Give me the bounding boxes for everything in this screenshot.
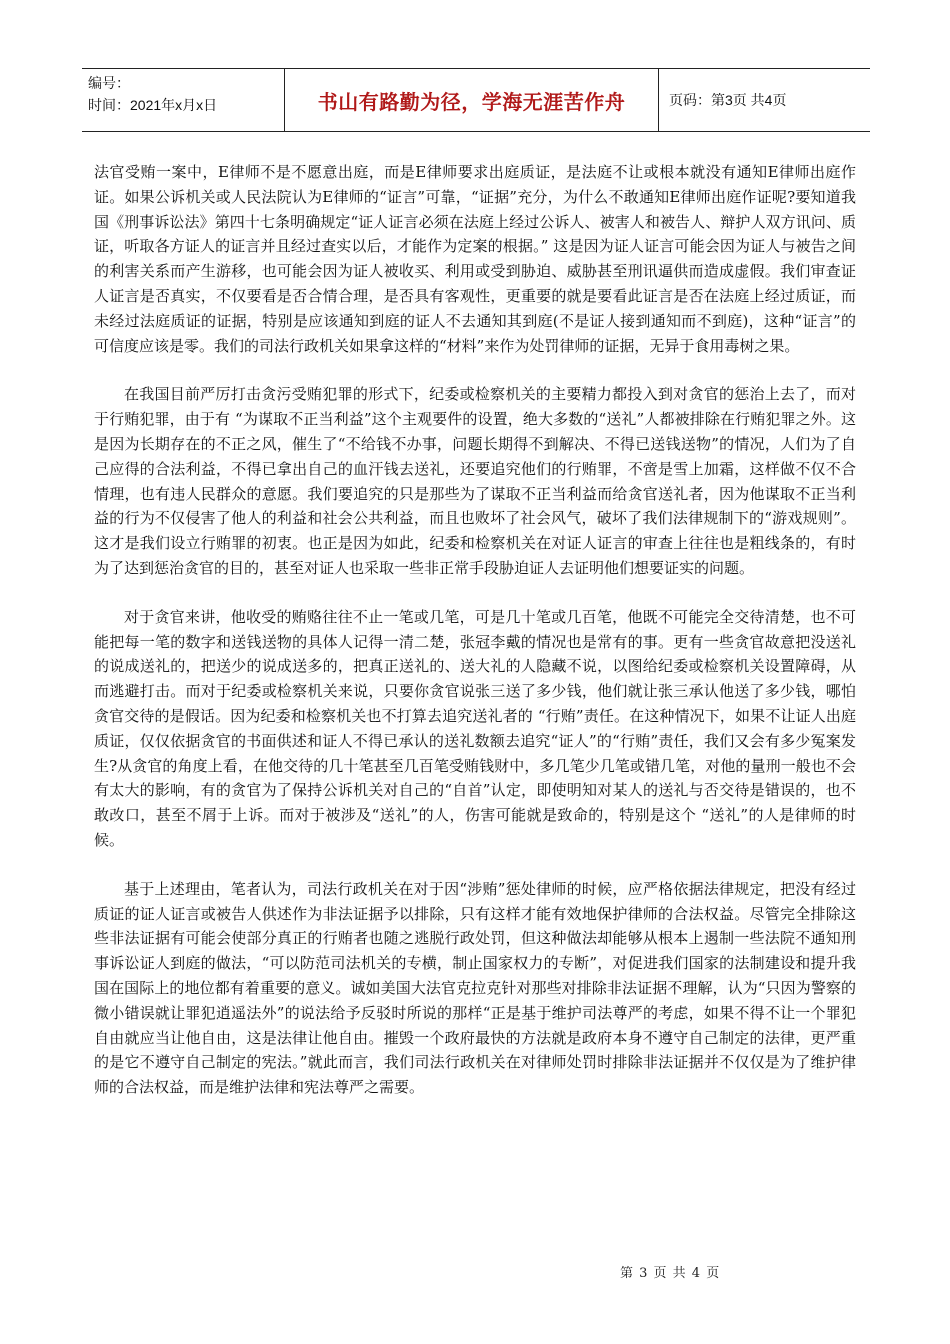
header-motto: 书山有路勤为径，学海无涯苦作舟 [285, 69, 659, 131]
header-page-code: 页码：第3页 共4页 [669, 92, 787, 108]
document-time-label: 时间：2021年x月x日 [88, 97, 218, 113]
body-paragraph: 对于贪官来讲，他收受的贿赂往往不止一笔或几笔，可是几十笔或几百笔，他既不可能完全交待清楚，也不可能把每一笔的数字和送钱送物的具体人记得一清二楚，张冠李戴的情况也是常有的事。更有一些贪官故意把没送礼的说成送礼的，把送少的说成送多的，把真正送礼的、送大礼的人隐藏不说，以图给纪委或检察机关设置障碍，从而逃避打击。而对于纪委或检察机关来说，只要你贪官说张三送了多少钱，他们就让张三承认他送了多少钱，哪怕贪官交待的是假话。因为纪委和检察机关也不打算去追究送礼者的 “行贿”责任。在这种情况下，如果不让证人出庭质证，仅仅依据贪官的书面供述和证人不得已承认的送礼数额去追究“证人”的“行贿”责任，我们又会有多少冤案发生?从贪官的角度上看，在他交待的几十笔甚至几百笔受贿钱财中，多几笔少几笔或错几笔，对他的量刑一般也不会有太大的影响，有的贪官为了保持公诉机关对自己的“自首”认定，即使明知对某人的送礼与否交待是错误的，也不敢改口，甚至不屑于上诉。而对于被涉及“送礼”的人，伤害可能就是致命的，特别是这个 “送礼”的人是律师的时候。 [94, 607, 856, 849]
body-paragraph: 法官受贿一案中，E律师不是不愿意出庭，而是E律师要求出庭质证，是法庭不让或根本就没有通知E律师出庭作证。如果公诉机关或人民法院认为E律师的“证言”可靠，“证据”充分，为什么不敢通知E律师出庭作证呢?要知道我国《刑事诉讼法》第四十七条明确规定“证人证言必须在法庭上经过公诉人、被害人和被告人、辩护人双方讯问、质证，听取各方证人的证言并且经过查实以后，才能作为定案的根据。” 这是因为证人证言可能会因为证人与被告之间的利害关系而产生游移，也可能会因为证人被收买、利用或受到胁迫、威胁甚至刑讯逼供而造成虚假。我们审查证人证言是否真实，不仅要看是否合情合理，是否具有客观性，更重要的就是要看此证言是否在法庭上经过质证，而未经过法庭质证的证据，特别是应该通知到庭的证人不去通知其到庭(不是证人接到通知而不到庭)，这种“证言”的可信度应该是零。我们的司法行政机关如果拿这样的“材料”来作为处罚律师的证据，无异于食用毒树之果。 [94, 163, 856, 355]
page-footer: 第 3 页 共 4 页 [620, 1266, 721, 1281]
document-body [94, 160, 856, 1124]
document-number-label: 编号： [88, 75, 130, 91]
page-header [82, 68, 870, 132]
body-paragraph: 基于上述理由，笔者认为，司法行政机关在对于因“涉贿”惩处律师的时候，应严格依据法律规定，把没有经过质证的证人证言或被告人供述作为非法证据予以排除，只有这样才能有效地保护律师的合法权益。尽管完全排除这些非法证据有可能会使部分真正的行贿者也随之逃脱行政处罚，但这种做法却能够从根本上遏制一些法院不通知刑事诉讼证人到庭的做法，“可以防范司法机关的专横，制止国家权力的专断”，对促进我们国家的法制建设和提升我国在国际上的地位都有着重要的意义。诚如美国大法官克拉克针对那些对排除非法证据不理解，认为“只因为警察的微小错误就让罪犯逍遥法外”的说法给予反驳时所说的那样“正是基于维护司法尊严的考虑，如果不得不让一个罪犯自由就应当让他自由，这是法律让他自由。摧毁一个政府最快的方法就是政府本身不遵守自己制定的法律，更严重的是它不遵守自己制定的宪法。”就此而言，我们司法行政机关在对律师处罚时排除非法证据并不仅仅是为了维护律师的合法权益，而是维护法律和宪法尊严之需要。 [94, 879, 856, 1097]
body-paragraph: 在我国目前严厉打击贪污受贿犯罪的形式下，纪委或检察机关的主要精力都投入到对贪官的惩治上去了，而对于行贿犯罪，由于有 “为谋取不正当利益”这个主观要件的设置，绝大多数的“送礼”人都被排除在行贿犯罪之外。这是因为长期存在的不正之风，催生了“不给钱不办事，问题长期得不到解决、不得已送钱送物”的情况，人们为了自己应得的合法利益，不得已拿出自己的血汗钱去送礼，还要追究他们的行贿罪，不啻是雪上加霜，这样做不仅不合情理，也有违人民群众的意愿。我们要追究的只是那些为了谋取不正当利益而给贪官送礼者，因为他谋取不正当利益的行为不仅侵害了他人的利益和社会公共利益，而且也败坏了社会风气，破坏了我们法律规制下的“游戏规则”。这才是我们设立行贿罪的初衷。也正是因为如此，纪委和检察机关在对证人证言的审查上往往也是粗线条的，有时为了达到惩治贪官的目的，甚至对证人也采取一些非正常手段胁迫证人去证明他们想要证实的问题。 [94, 385, 856, 577]
header-meta [82, 69, 285, 131]
